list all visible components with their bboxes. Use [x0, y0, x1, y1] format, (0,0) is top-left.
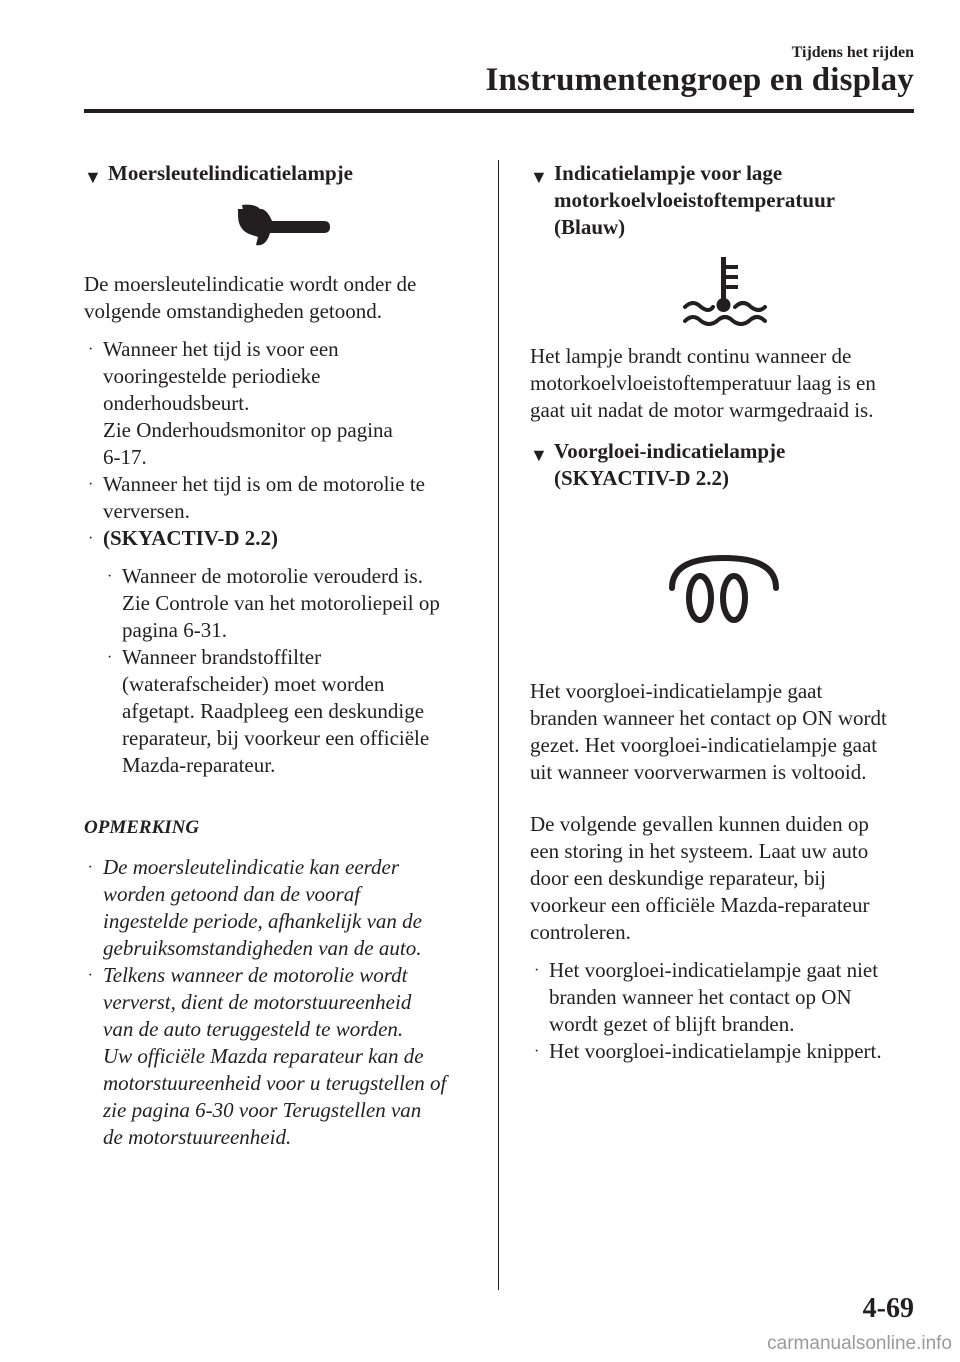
triangle-marker-icon: ▼ — [530, 167, 548, 187]
coolant-temperature-icon — [679, 255, 769, 329]
wrench-heading: ▼ Moersleutelindicatielampje — [84, 160, 480, 187]
note-bullets — [84, 854, 480, 1151]
wrench-intro: De moersleutelindicatie wordt onder de volgende omstandigheden getoond. — [84, 272, 417, 323]
left-column — [84, 160, 480, 1151]
list-item: · Telkens wanneer de motorolie wordt ververst, dient de motorstuureenheid van de auto teruggesteld te worden. Uw officiële Mazda reparateur kan de motorstuureenheid voor u terugstellen of zie pagina 6-30 voor Terugstellen van de motorstuureenheid. — [88, 963, 447, 1149]
triangle-marker-icon: ▼ — [84, 167, 102, 187]
glow-bullets — [530, 957, 918, 1065]
list-item: · Het voorgloei-indicatielampje gaat niet branden wanneer het contact op ON wordt gezet of blijft branden. — [534, 958, 879, 1036]
coolant-text: Het lampje brandt continu wanneer de motorkoelvloeistoftemperatuur laag is en gaat uit nadat de motor warmgedraaid is. — [530, 344, 876, 422]
wrench-icon — [232, 201, 332, 251]
glow-heading: ▼ Voorgloei-indicatielampje (SKYACTIV-D 2.2) — [530, 439, 786, 490]
wrench-bullets — [84, 336, 480, 552]
list-item: · (SKYACTIV-D 2.2) — [88, 526, 279, 550]
watermark: carmanualsonline.info — [767, 1333, 952, 1354]
list-item: · Wanneer het tijd is om de motorolie te verversen. — [88, 472, 425, 523]
triangle-marker-icon: ▼ — [530, 445, 548, 465]
note-title: OPMERKING — [84, 817, 200, 838]
coolant-heading: ▼ Indicatielampje voor lage motorkoelvloeistoftemperatuur (Blauw) — [530, 161, 836, 239]
glow-text: Het voorgloei-indicatielampje gaat branden wanneer het contact op ON wordt gezet. Het voorgloei-indicatielampje gaat uit wanneer voorverwarmen is voltooid. — [530, 679, 887, 784]
column-divider — [498, 160, 499, 1290]
page-number: 4-69 — [862, 1293, 914, 1324]
section-label: Tijdens het rijden — [791, 44, 914, 61]
list-item: · De moersleutelindicatie kan eerder worden getoond dan de vooraf ingestelde periode, afhankelijk van de gebruiksomstandigheden van de auto. — [88, 855, 422, 960]
list-item: · Wanneer brandstoffilter (waterafscheider) moet worden afgetapt. Raadpleeg een deskundige reparateur, bij voorkeur een officiële Mazda-reparateur. — [107, 645, 430, 777]
glow-fault-text: De volgende gevallen kunnen duiden op een storing in het systeem. Laat uw auto door een deskundige reparateur, bij voorkeur een officiële Mazda-reparateur controleren. — [530, 812, 870, 944]
wrench-sub-bullets — [84, 563, 480, 779]
list-item: · Het voorgloei-indicatielampje knippert. — [534, 1039, 882, 1063]
header-rule — [84, 109, 914, 113]
page-title: Instrumentengroep en display — [485, 62, 914, 98]
right-column — [530, 160, 918, 1065]
list-item: · Wanneer het tijd is voor een vooringestelde periodieke onderhoudsbeurt. Zie Onderhoudsmonitor op pagina 6-17. — [88, 337, 393, 469]
glow-plug-icon — [666, 554, 782, 626]
list-item: · Wanneer de motorolie verouderd is. Zie Controle van het motoroliepeil op pagina 6-31. — [107, 564, 440, 642]
